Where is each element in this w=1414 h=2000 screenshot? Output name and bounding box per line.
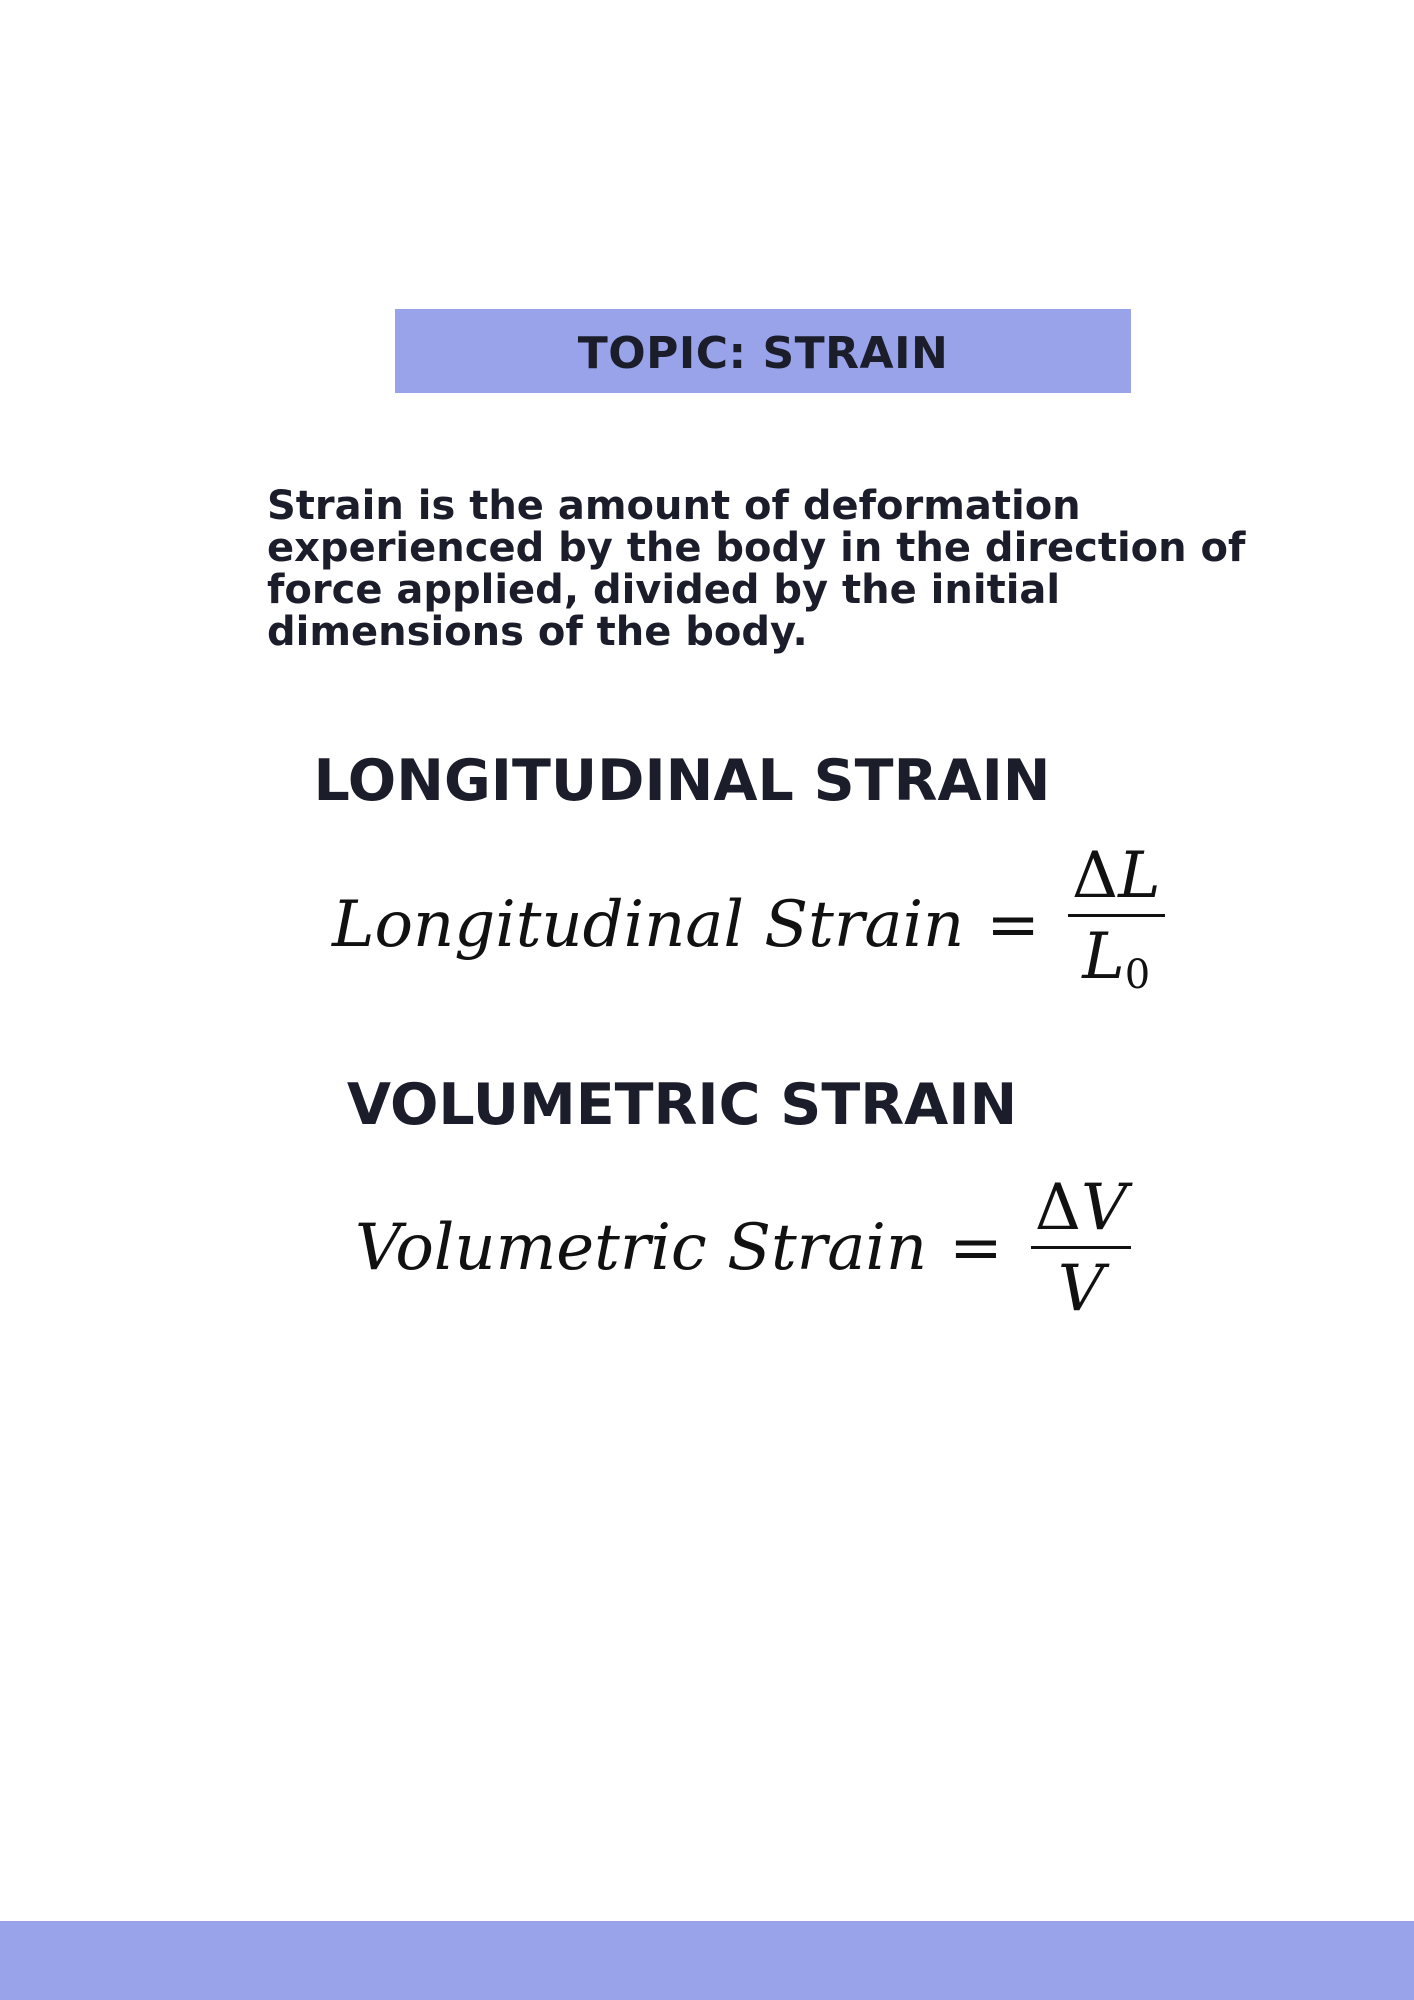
fraction-bar <box>1068 914 1165 917</box>
equals-sign: = <box>949 1211 1003 1285</box>
volumetric-strain-formula <box>355 1168 1131 1328</box>
formula-lhs: Volumetric Strain <box>355 1211 928 1285</box>
footer-bar <box>0 1921 1414 2000</box>
delta-symbol: Δ <box>1071 838 1119 913</box>
denominator-variable: L <box>1082 919 1125 994</box>
denominator-variable: V <box>1057 1251 1105 1326</box>
volumetric-strain-heading: VOLUMETRIC STRAIN <box>346 1072 1018 1138</box>
equals-sign: = <box>986 888 1040 962</box>
longitudinal-strain-formula <box>332 838 1165 1005</box>
numerator-variable: V <box>1080 1170 1128 1245</box>
delta-symbol: Δ <box>1034 1170 1081 1245</box>
fraction-denominator <box>1078 921 1154 1011</box>
fraction-numerator <box>1031 1172 1131 1244</box>
fraction-bar <box>1031 1246 1131 1249</box>
topic-banner <box>395 309 1131 393</box>
definition-text: Strain is the amount of deformation experienced by the body in the direction of force applied, divided by the initial dimensions of the body. <box>267 483 1246 655</box>
formula-lhs: Longitudinal Strain <box>332 888 965 962</box>
fraction <box>1068 840 1165 1011</box>
numerator-variable: L <box>1118 838 1161 913</box>
fraction <box>1031 1172 1131 1325</box>
longitudinal-strain-heading: LONGITUDINAL STRAIN <box>313 748 1051 814</box>
fraction-denominator <box>1054 1253 1108 1325</box>
fraction-numerator <box>1068 840 1165 912</box>
topic-title: TOPIC: STRAIN <box>577 327 949 379</box>
denominator-subscript: 0 <box>1124 951 1151 998</box>
